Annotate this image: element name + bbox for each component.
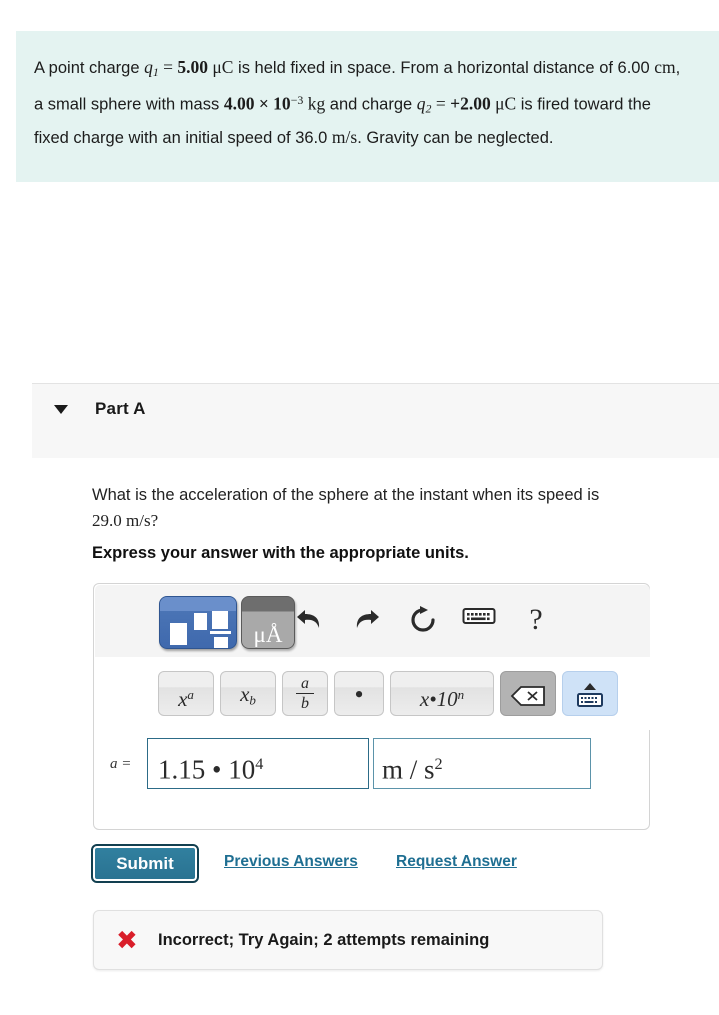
math-toolbar-row-2	[95, 657, 650, 730]
subscript-key-base: x	[240, 682, 250, 706]
template-icon-topbar	[160, 597, 236, 611]
answer-variable-label: a =	[110, 756, 132, 772]
problem-line3-prefix: charge	[361, 95, 417, 114]
redo-icon[interactable]	[350, 605, 384, 637]
scientific-notation-key[interactable]	[390, 671, 494, 716]
page-title: Part A	[95, 399, 146, 418]
answer-value-exponent: 4	[255, 755, 264, 773]
charge-q1-unit: μC	[212, 57, 234, 77]
charge-q1-value: 5.00	[177, 57, 213, 77]
answer-value-input[interactable]	[147, 738, 369, 789]
problem-line1-suffix: is held fixed in space. From a horizontal	[233, 59, 529, 77]
request-answer-link[interactable]: Request Answer	[396, 853, 517, 870]
unit-kg: kg	[307, 93, 326, 114]
cross-icon: ✖	[116, 926, 138, 956]
equals-2: =	[431, 93, 451, 114]
question-mark: ?	[150, 511, 159, 530]
keyboard-collapse-icon[interactable]	[562, 671, 618, 716]
fraction-key-bar	[296, 693, 314, 694]
math-template-icon[interactable]	[159, 596, 237, 649]
template-icon-block-b	[194, 613, 207, 630]
problem-line2-mid: , a small sphere with mass	[34, 59, 681, 114]
problem-line3-suffix: is fired toward the fixed charge with an initial	[34, 95, 651, 148]
unit-cm: cm	[654, 57, 676, 77]
subscript-key[interactable]	[220, 671, 276, 716]
charge-q2-unit: μC	[495, 93, 517, 114]
superscript-key[interactable]	[158, 671, 214, 716]
answer-units-base: m / s	[382, 754, 435, 785]
keyboard-icon[interactable]	[462, 605, 496, 637]
math-toolbar-row-1	[95, 585, 650, 657]
charge-q2-value: +2.00	[450, 93, 496, 114]
unit-ms: m/s	[331, 127, 358, 148]
question-speed-units: m/s	[126, 511, 151, 530]
superscript-key-base: x	[178, 687, 188, 712]
charge-q2-subscript: 2	[425, 101, 432, 116]
superscript-key-exp: a	[187, 687, 194, 702]
subscript-key-sub: b	[249, 692, 256, 708]
units-palette-icon[interactable]: μÅ	[241, 596, 295, 649]
undo-icon[interactable]	[292, 605, 326, 637]
question-text	[92, 483, 705, 534]
question-line-1: What is the acceleration of the sphere at the instant when its speed is	[92, 486, 600, 504]
problem-statement-box	[16, 31, 719, 182]
template-icon-block-c	[212, 611, 228, 629]
mass-exponent: −3	[290, 93, 304, 108]
answer-input-row	[94, 736, 649, 796]
multiply-dot-key[interactable]: •	[334, 671, 384, 716]
mass-value: 4.00 × 10	[223, 93, 291, 114]
fraction-key-numerator: a	[301, 675, 309, 692]
previous-answers-link[interactable]: Previous Answers	[224, 853, 358, 870]
template-icon-block-e	[214, 637, 228, 648]
charge-q2-symbol: q	[416, 93, 426, 114]
problem-statement-text	[34, 53, 689, 153]
problem-line2-suffix: and	[325, 95, 358, 114]
charge-q1-subscript: 1	[152, 64, 159, 79]
scientific-key-exp: n	[457, 687, 465, 702]
answer-value-mantissa: 1.15 • 10	[158, 754, 256, 785]
question-speed-value: 29.0	[92, 511, 126, 530]
fraction-key-denominator: b	[301, 695, 309, 712]
scientific-key-base: x•10	[419, 687, 458, 712]
feedback-box	[93, 910, 603, 970]
charge-q1-symbol: q	[144, 57, 153, 77]
answer-units-exponent: 2	[434, 755, 443, 773]
problem-line4-prefix: speed of 36.0	[227, 129, 332, 148]
caret-down-icon[interactable]	[54, 405, 68, 414]
answer-panel	[93, 583, 650, 830]
backspace-icon[interactable]	[500, 671, 556, 716]
help-icon[interactable]: ?	[529, 603, 543, 636]
reset-icon[interactable]	[406, 605, 440, 637]
template-icon-block-a	[170, 623, 187, 645]
answer-instruction: Express your answer with the appropriate units.	[92, 544, 469, 562]
feedback-message: Incorrect; Try Again; 2 attempts remaining	[158, 931, 490, 949]
problem-line2-prefix: distance of 6.00	[533, 59, 655, 77]
part-a-header-band[interactable]	[32, 383, 719, 458]
equals-1: =	[158, 57, 178, 77]
fraction-key[interactable]	[282, 671, 328, 716]
problem-line4-suffix: . Gravity can be neglected.	[357, 129, 554, 148]
submit-button[interactable]: Submit	[93, 846, 197, 881]
template-icon-block-d	[210, 631, 231, 634]
answer-units-input[interactable]	[373, 738, 591, 789]
problem-line1-prefix: A point charge	[34, 59, 145, 77]
